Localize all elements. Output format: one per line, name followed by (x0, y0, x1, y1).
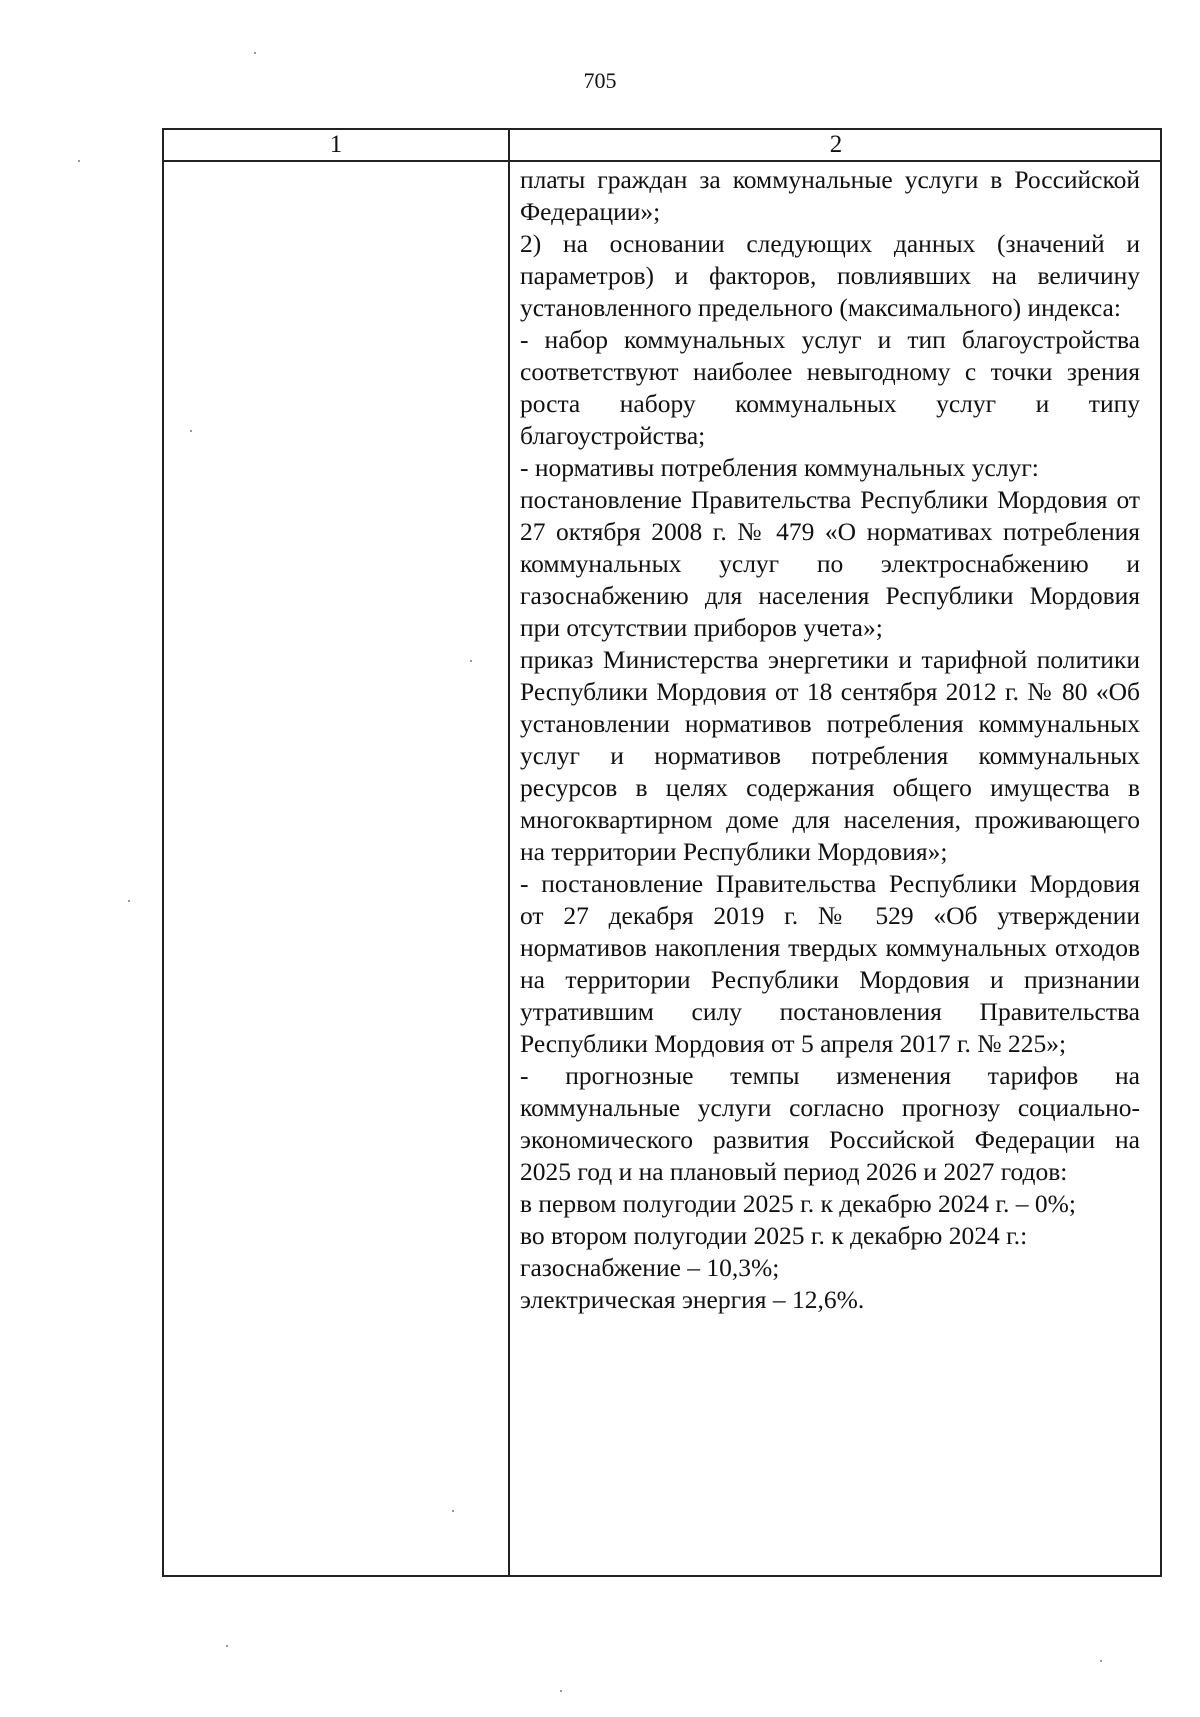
scan-speck (452, 1510, 454, 1512)
scan-speck (470, 660, 472, 662)
paragraph: электрическая энергия – 12,6%. (520, 1285, 865, 1314)
scan-speck (560, 1690, 562, 1692)
scan-speck (226, 1645, 228, 1647)
paragraph: газоснабжение – 10,3%; (520, 1253, 780, 1282)
paragraph: в первом полугодии 2025 г. к декабрю 2024 г. – 0%; (520, 1189, 1076, 1218)
header-row-divider (164, 160, 1160, 162)
scan-speck (190, 430, 192, 432)
paragraph: платы граждан за коммунальные услуги в Российской Федерации»; (520, 165, 1140, 226)
scan-speck (1100, 1660, 1102, 1662)
column-header-1: 1 (329, 131, 343, 158)
document-table (162, 128, 1162, 1577)
page-number: 705 (583, 68, 617, 93)
column-header-2: 2 (829, 131, 843, 158)
paragraph: во втором полугодии 2025 г. к декабрю 2024 г.: (520, 1221, 1028, 1250)
paragraph: 2) на основании следующих данных (значений и параметров) и факторов, повлиявших на величину установленного предельного (максимального) индекса: (520, 229, 1140, 322)
scan-speck (254, 52, 256, 54)
scan-speck (128, 900, 130, 902)
column-divider (508, 130, 510, 1575)
paragraph: приказ Министерства энергетики и тарифной политики Республики Мордовия от 18 сентября 2012 г. № 80 «Об установлении нормативов потребления коммунальных услуг и нормативов потребления коммунальных ресурсов в целях содержания общего имущества в многоквартирном доме для населения, проживающего на территории Республики Мордовия»; (520, 645, 1140, 866)
paragraph: - прогнозные темпы изменения тарифов на коммунальные услуги согласно прогнозу социально-экономического развития Российской Федерации на 2025 год и на плановый период 2026 и 2027 годов: (520, 1061, 1140, 1186)
scan-speck (78, 160, 80, 162)
paragraph: постановление Правительства Республики Мордовия от 27 октября 2008 г. № 479 «О нормативах потребления коммунальных услуг по электроснабжению и газоснабжению для населения Республики Мордовия при отсутствии приборов учета»; (520, 485, 1140, 642)
paragraph: - нормативы потребления коммунальных услуг: (520, 453, 1039, 482)
table-cell-column-2 (520, 164, 1140, 1316)
paragraph: - постановление Правительства Республики Мордовия от 27 декабря 2019 г. № 529 «Об утверждении нормативов накопления твердых коммунальных отходов на территории Республики Мордовия и признании утратившим силу постановления Правительства Республики Мордовия от 5 апреля 2017 г. № 225»; (520, 869, 1140, 1058)
paragraph: - набор коммунальных услуг и тип благоустройства соответствуют наиболее невыгодному с точки зрения роста набору коммунальных услуг и типу благоустройства; (520, 325, 1140, 450)
